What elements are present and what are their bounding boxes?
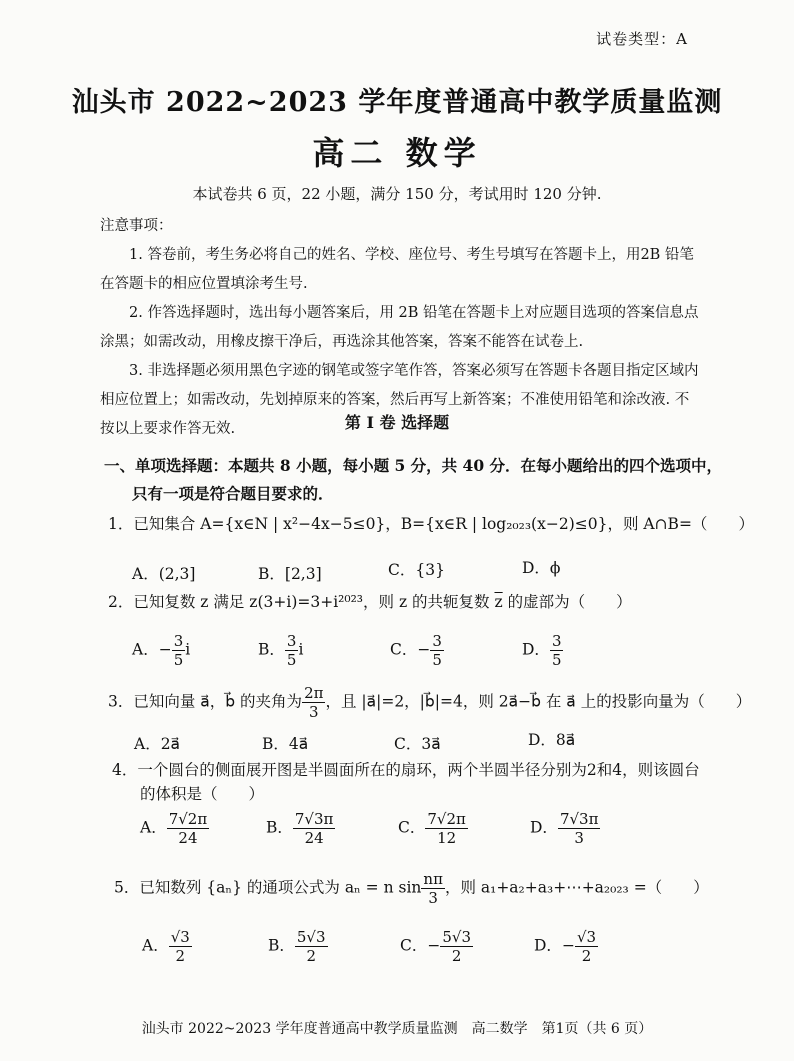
fraction-numerator: 7√3π (559, 810, 599, 828)
section-instructions (104, 452, 724, 508)
question-3-option-d: D．8a⃗ (528, 731, 576, 749)
notes-heading: 注意事项： (100, 218, 173, 234)
option-label: D． (522, 640, 550, 659)
fraction-denominator: 2 (306, 947, 316, 965)
option-fraction (550, 632, 564, 669)
fraction-denominator: 24 (178, 829, 198, 847)
note-item-1: 1. 答卷前，考生务必将自己的姓名、学校、座位号、考生号填写在答题卡上，用2B 铅笔在答题卡的相应位置填涂考生号. (100, 247, 694, 292)
option-fraction (285, 632, 299, 669)
option-label: D． (534, 936, 562, 955)
option-fraction (293, 810, 336, 847)
fraction-numerator: 7√2π (427, 810, 466, 828)
option-fraction (169, 928, 192, 965)
question-3-stem-part-a: 3．已知向量 a⃗，b⃗ 的夹角为 (108, 692, 303, 711)
exam-title: 汕头市 2022~2023 学年度普通高中教学质量监测 (71, 87, 723, 118)
option-sign: − (158, 640, 172, 659)
question-3-option-c: C．3a⃗ (394, 735, 441, 753)
section-line-2: 只有一项是符合题目要求的． (132, 484, 334, 503)
option-label: B． (258, 640, 285, 659)
part-title: 第 I 卷 选择题 (344, 413, 450, 432)
option-label: A． (140, 818, 167, 837)
question-1-option-b: B．[2,3] (258, 565, 322, 583)
option-label: D． (530, 818, 558, 837)
question-3-stem (108, 684, 751, 721)
question-4-option-d (530, 810, 600, 847)
option-fraction (172, 632, 186, 669)
option-fraction (440, 928, 473, 965)
fraction-numerator: 2π (304, 684, 324, 702)
question-4-option-a (140, 810, 209, 847)
fraction-numerator: 5√3 (296, 928, 326, 946)
question-1-stem: 1．已知集合 A={x∈N | x²−4x−5≤0}，B={x∈R | log₂₀₂₃(x−2)≤0}，则 A∩B=（ ） (108, 515, 754, 533)
fraction-numerator: 7√2π (168, 810, 208, 828)
option-label: B． (266, 818, 293, 837)
fraction-numerator: nπ (423, 870, 443, 888)
question-1-option-d: D．ϕ (522, 559, 561, 577)
option-label: C． (398, 818, 426, 837)
exam-summary: 本试卷共 6 页，22 小题，满分 150 分，考试用时 120 分钟. (192, 185, 602, 203)
option-label: A． (142, 936, 169, 955)
section-line-1: 一、单项选择题：本题共 8 小题，每小题 5 分，共 40 分．在每小题给出的四个选项中， (104, 456, 723, 475)
option-label: B． (268, 936, 295, 955)
option-fraction (295, 928, 328, 965)
question-2-stem-part-a: 2．已知复数 z 满足 z(3+i)=3+i²⁰²³，则 z 的共轭复数 (108, 593, 490, 611)
question-5-option-b (268, 928, 328, 965)
option-tail: i (298, 640, 304, 659)
question-4-option-c (398, 810, 468, 847)
paper-type-label: 试卷类型：A (596, 30, 688, 48)
question-4-option-b (266, 810, 335, 847)
option-fraction (167, 810, 210, 847)
option-fraction (575, 928, 598, 965)
question-2-stem (108, 590, 632, 612)
question-2-option-b (258, 632, 303, 669)
option-sign: − (561, 936, 575, 955)
question-3-option-b: B．4a⃗ (262, 735, 309, 753)
fraction-numerator: 3 (432, 632, 442, 650)
note-item-2: 2. 作答选择题时，选出每小题答案后，用 2B 铅笔在答题卡上对应题目选项的答案信息点涂黑；如需改动，用橡皮擦干净后，再选涂其他答案，答案不能答在试卷上. (100, 305, 699, 350)
question-5-option-c (400, 928, 473, 965)
question-5-stem-part-a: 5．已知数列 {aₙ} 的通项公式为 aₙ = n sin (114, 878, 422, 897)
question-2-option-a (132, 632, 190, 669)
option-sign: − (427, 936, 441, 955)
question-5-option-d (534, 928, 598, 965)
question-2-option-c (390, 632, 444, 669)
conjugate-z: $\overline{z}$ (494, 593, 503, 611)
question-1-option-a: A．(2,3] (132, 565, 196, 583)
fraction-numerator: 3 (173, 632, 184, 650)
fraction-denominator: 5 (173, 651, 184, 669)
question-5-option-a (142, 928, 192, 965)
option-fraction (430, 632, 444, 669)
fraction-denominator: 3 (428, 889, 438, 907)
fraction-numerator: √3 (576, 928, 597, 946)
page-footer: 汕头市 2022~2023 学年度普通高中教学质量监测 高二数学 第1页（共 6 页） (141, 1021, 653, 1037)
fraction-numerator: 3 (551, 632, 562, 650)
question-1-option-c: C．{3} (388, 561, 445, 579)
question-3-stem-part-b: ，且 |a⃗|=2，|b⃗|=4，则 2a⃗−b⃗ 在 a⃗ 上的投影向量为（ ） (325, 692, 752, 711)
fraction-denominator: 2 (451, 947, 462, 965)
fraction-denominator: 24 (304, 829, 324, 847)
question-4-stem-line-2: 的体积是（ ） (140, 785, 265, 803)
angle-fraction (302, 684, 325, 721)
option-fraction (425, 810, 468, 847)
fraction-denominator: 12 (437, 829, 457, 847)
question-5-stem-part-b: ，则 a₁+a₂+a₃+⋯+a₂₀₂₃ =（ ） (444, 878, 709, 897)
fraction-numerator: 7√3π (294, 810, 334, 828)
fraction-denominator: 5 (286, 651, 297, 669)
subject-title: 高二 数学 (312, 134, 482, 172)
option-tail: i (185, 640, 191, 659)
option-label: C． (400, 936, 428, 955)
fraction-denominator: 5 (432, 651, 442, 669)
question-2-option-d (522, 632, 563, 669)
note-item-3: 3. 非选择题必须用黑色字迹的钢笔或签字笔作答，答案必须写在答题卡各题目指定区域内相应位置上；如需改动，先划掉原来的答案，然后再写上新答案；不准使用铅笔和涂改液. 不按以上要求作答无效. (100, 363, 699, 437)
option-sign: − (417, 640, 431, 659)
sine-argument-fraction (421, 870, 445, 907)
option-label: C． (390, 640, 418, 659)
fraction-numerator: √3 (170, 928, 190, 946)
fraction-numerator: 5√3 (442, 928, 472, 946)
question-4-stem-line-1: 4．一个圆台的侧面展开图是半圆面所在的扇环，两个半圆半径分别为2和4，则该圆台 (112, 761, 700, 779)
fraction-denominator: 2 (581, 947, 592, 965)
option-label: A． (132, 640, 159, 659)
fraction-denominator: 3 (574, 829, 584, 847)
fraction-numerator: 3 (286, 632, 297, 650)
question-2-stem-part-c: 的虚部为（ ） (507, 593, 632, 611)
fraction-denominator: 3 (308, 703, 319, 721)
fraction-denominator: 5 (551, 651, 562, 669)
question-3-option-a: A．2a⃗ (134, 735, 181, 753)
question-5-stem (114, 870, 709, 907)
fraction-denominator: 2 (175, 947, 186, 965)
option-fraction (558, 810, 601, 847)
